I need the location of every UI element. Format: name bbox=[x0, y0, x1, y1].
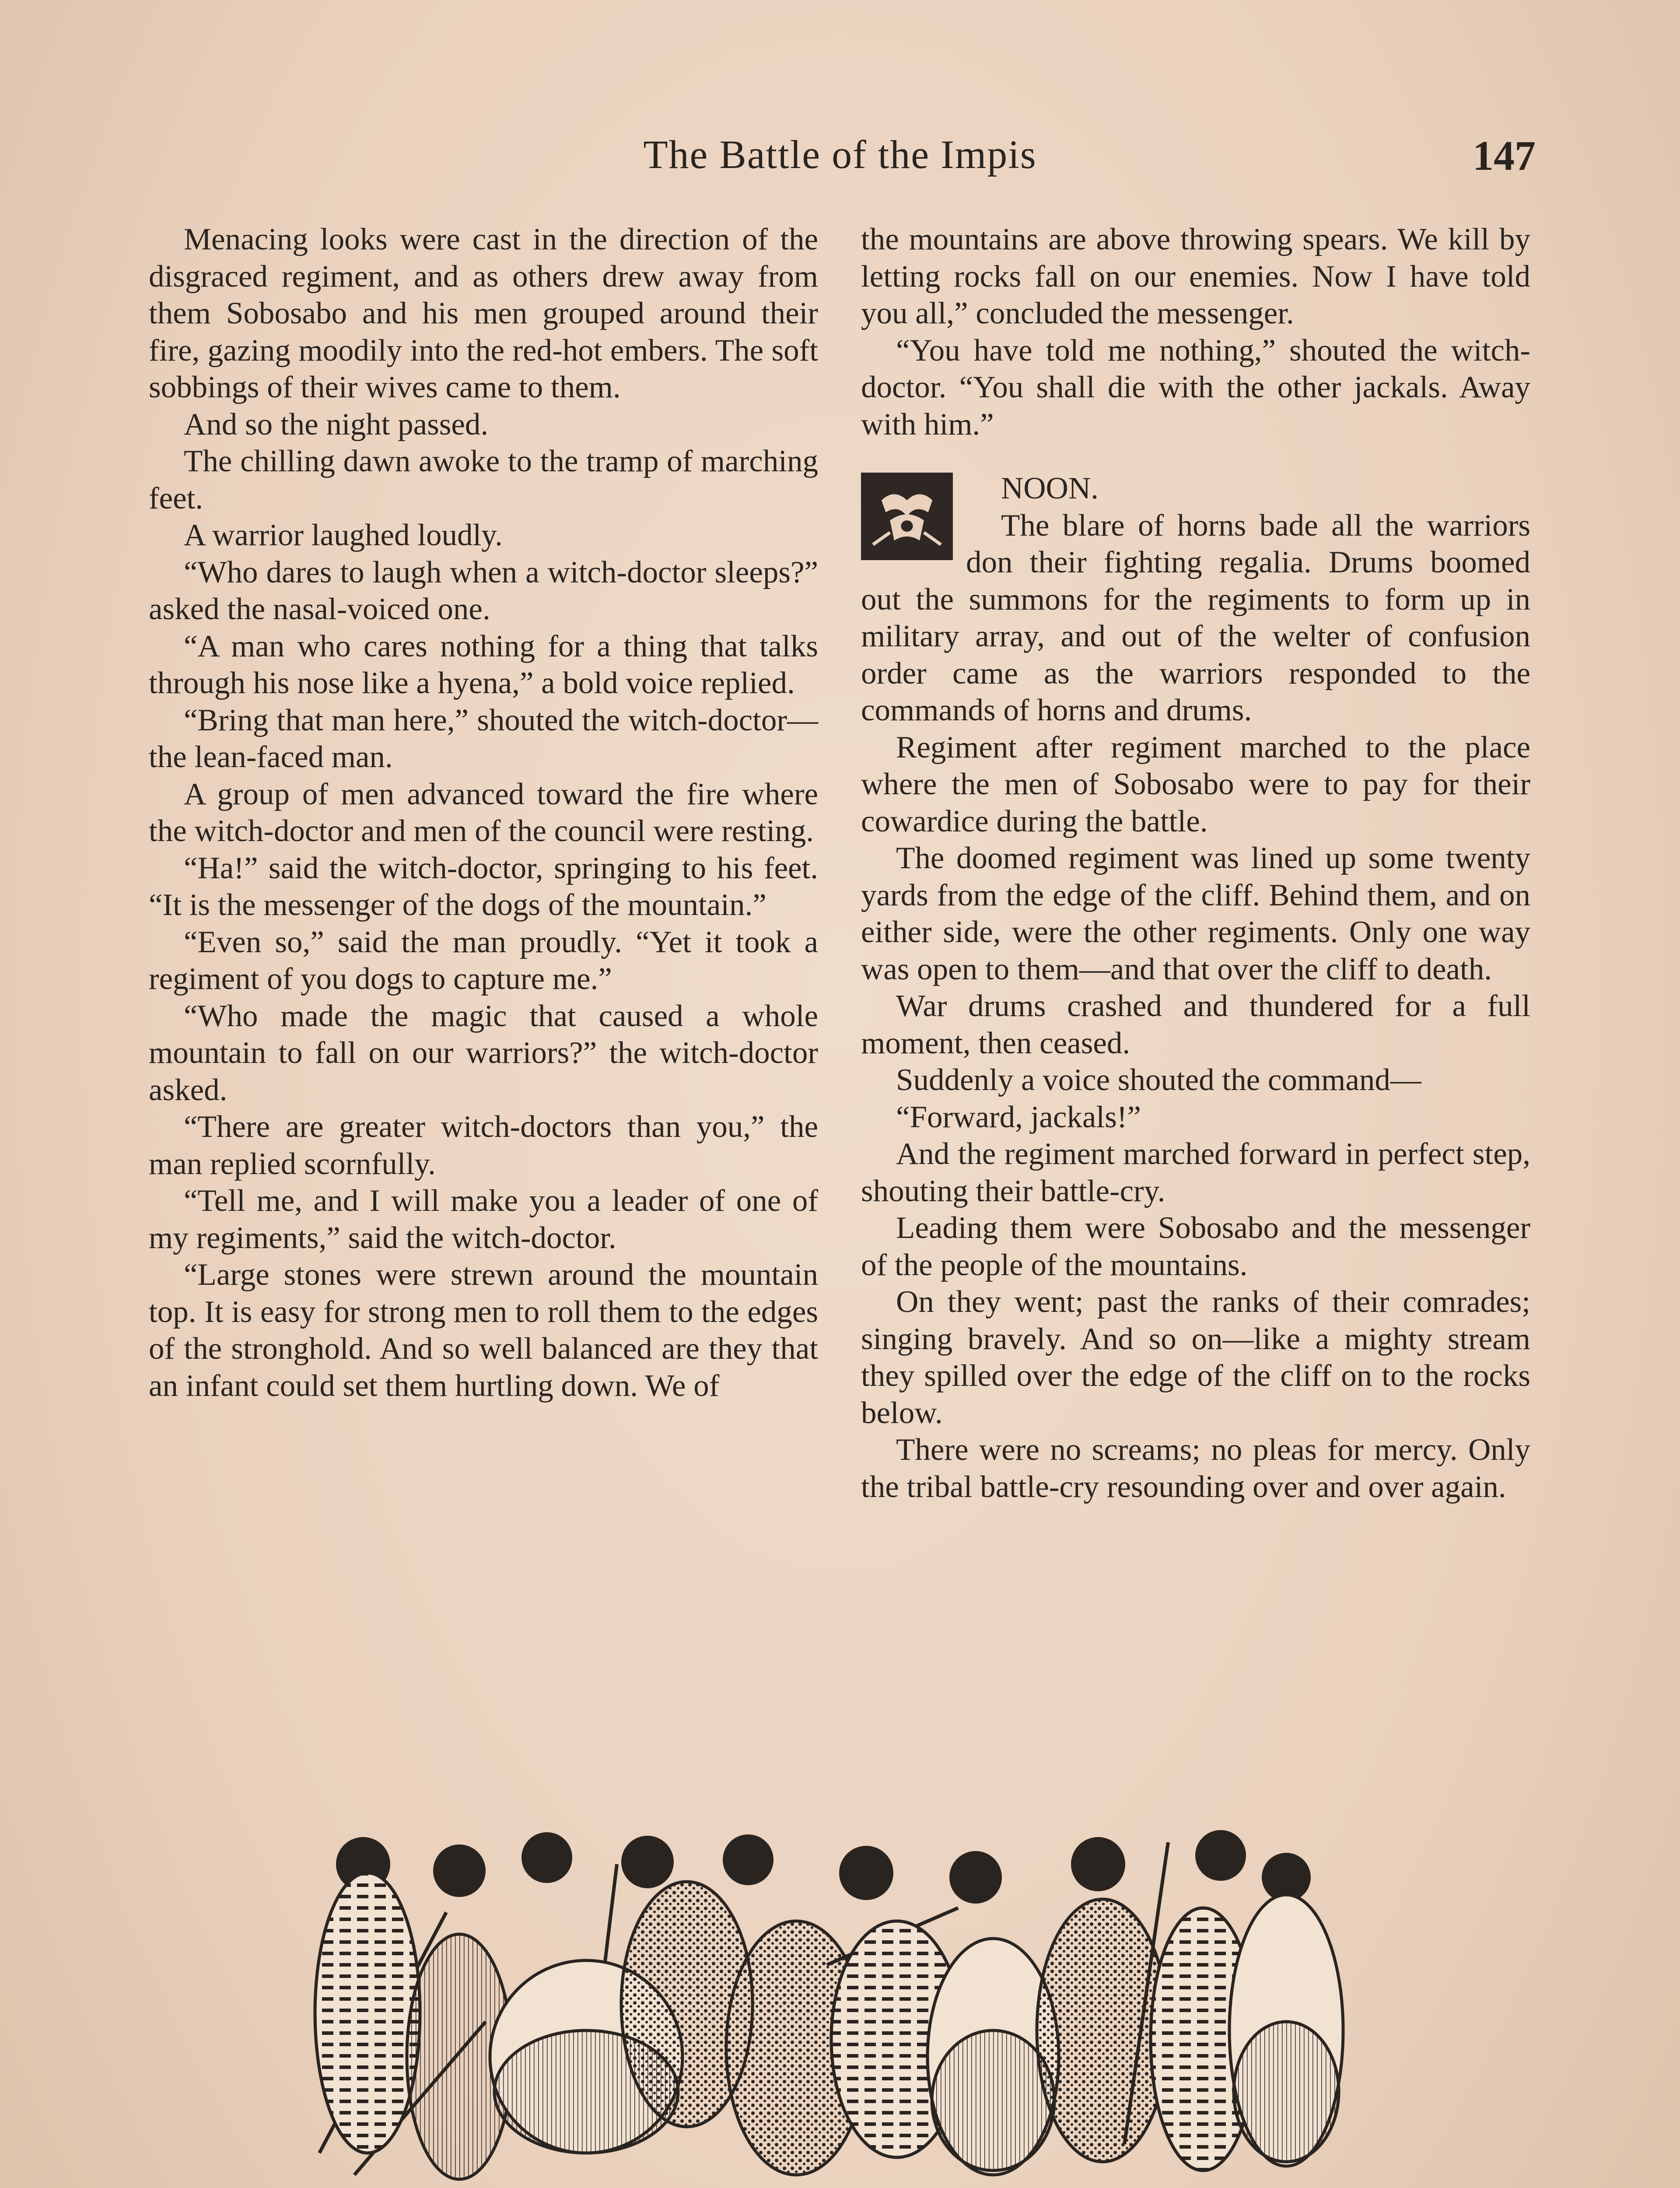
paragraph: Leading them were Sobosabo and the messenger of the people of the mountains. bbox=[861, 1211, 1530, 1282]
paragraph: “Ha!” said the witch-doctor, springing to his feet. “It is the messenger of the dogs of the mountain.” bbox=[149, 851, 818, 922]
paragraph: Suddenly a voice shouted the command— bbox=[896, 1063, 1421, 1097]
section-first-paragraph: The blare of horns bade all the warriors don their fighting regalia. Drums boomed out the summons for the regiments to form up in military array, and out of the welter of confusion order came as the warriors responded to the commands of horns and drums. bbox=[861, 508, 1530, 727]
paragraph: “There are greater witch-doctors than you,” the man replied scornfully. bbox=[149, 1110, 818, 1181]
right-column bbox=[861, 221, 1530, 1505]
paragraph: “Forward, jackals!” bbox=[896, 1100, 1141, 1134]
running-title: The Battle of the Impis bbox=[643, 132, 1037, 177]
paragraph: Menacing looks were cast in the direction of the disgraced regiment, and as others drew away from them Sobosabo and his men grouped around their fire, gazing moodily into the red-hot embers. The soft sobbings of their wives came to them. bbox=[149, 222, 818, 404]
paragraph: There were no screams; no pleas for mercy. Only the tribal battle-cry resounding over and over again. bbox=[861, 1433, 1530, 1504]
warriors-illustration bbox=[302, 1812, 1378, 2188]
paragraph: A group of men advanced toward the fire where the witch-doctor and men of the council were resting. bbox=[149, 777, 818, 848]
paragraph: The doomed regiment was lined up some twenty yards from the edge of the cliff. Behind them, and on either side, were the other regiments. Only one way was open to them—and that over the cliff to death. bbox=[861, 841, 1530, 986]
section-heading: NOON. bbox=[1001, 471, 1099, 505]
paragraph: “Who dares to laugh when a witch-doctor sleeps?” asked the nasal-voiced one. bbox=[149, 555, 818, 626]
paragraph: And so the night passed. bbox=[184, 407, 489, 442]
noon-section bbox=[861, 470, 1530, 1505]
paragraph: “A man who cares nothing for a thing that talks through his nose like a hyena,” a bold voice replied. bbox=[149, 629, 818, 700]
page-number: 147 bbox=[1473, 132, 1536, 179]
paragraph: “Even so,” said the man proudly. “Yet it took a regiment of you dogs to capture me.” bbox=[149, 925, 818, 996]
paragraph: Regiment after regiment marched to the place where the men of Sobosabo were to pay for their cowardice during the battle. bbox=[861, 730, 1530, 838]
paragraph: “Who made the magic that caused a whole mountain to fall on our warriors?” the witch-doctor asked. bbox=[149, 999, 818, 1107]
left-column bbox=[149, 221, 818, 1404]
paragraph: The chilling dawn awoke to the tramp of marching feet. bbox=[149, 444, 818, 515]
paragraph: War drums crashed and thundered for a full moment, then ceased. bbox=[861, 989, 1530, 1060]
paragraph: On they went; past the ranks of their comrades; singing bravely. And so on—like a mighty stream they spilled over the edge of the cliff on to the rocks below. bbox=[861, 1285, 1530, 1430]
paragraph: “Bring that man here,” shouted the witch-doctor—the lean-faced man. bbox=[149, 703, 818, 774]
paragraph: “You have told me nothing,” shouted the witch-doctor. “You shall die with the other jackals. Away with him.” bbox=[861, 333, 1530, 442]
paragraph: “Tell me, and I will make you a leader of one of my regiments,” said the witch-doctor. bbox=[149, 1184, 818, 1255]
paragraph: A warrior laughed loudly. bbox=[184, 518, 503, 552]
continued-paragraph: the mountains are above throwing spears. We kill by letting rocks fall on our enemies. Now I have told you all,” concluded the messenger. bbox=[861, 222, 1530, 330]
page-header bbox=[144, 131, 1536, 193]
paragraph: “Large stones were strewn around the mountain top. It is easy for strong men to roll them to the edges of the stronghold. And so well balanced are they that an infant could set them hurtling down. We of bbox=[149, 1258, 818, 1403]
decorative-initial-icon bbox=[861, 473, 953, 560]
paragraph: And the regiment marched forward in perfect step, shouting their battle-cry. bbox=[861, 1137, 1530, 1208]
